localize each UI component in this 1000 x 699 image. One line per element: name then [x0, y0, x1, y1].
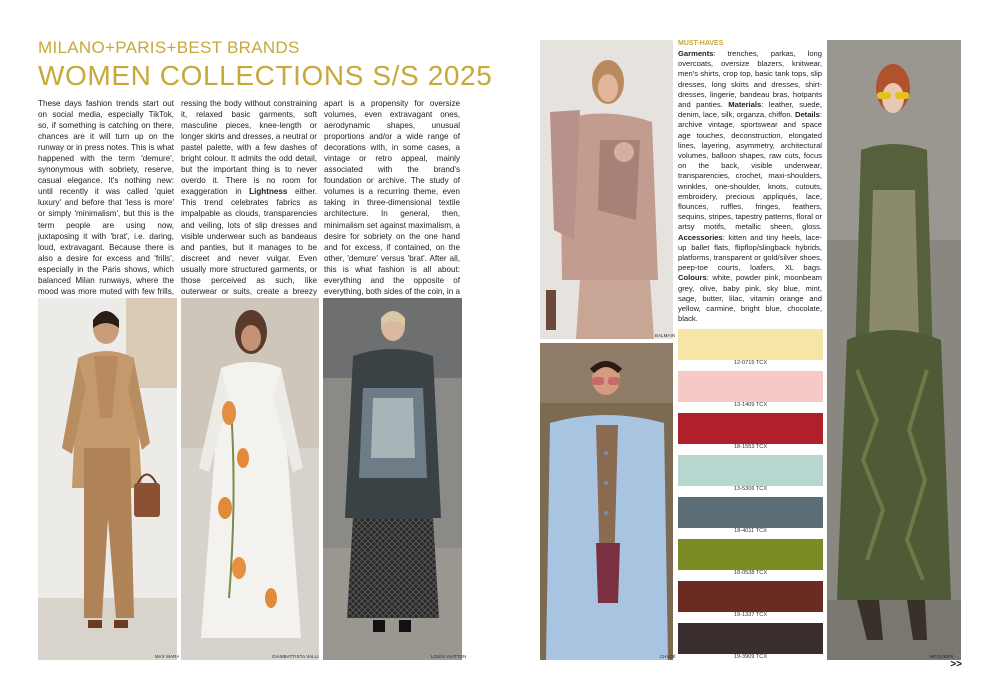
garments-label: Garments: [678, 49, 714, 58]
runway-photo-balmain: [540, 40, 676, 339]
article-keyword: Lightness: [249, 187, 288, 197]
must-haves-heading: MUST-HAVES: [678, 40, 724, 47]
colours-text: : white, powder pink, moonbeam grey, olive, baby pink, sky blue, mint, sage, butter, lilac, vitamin orange and yellow, carmine, bright blue, chocolate, black.: [678, 273, 822, 324]
photo-caption: CHLOÉ: [660, 654, 676, 659]
page-subtitle: MILANO+PARIS+BEST BRANDS: [38, 38, 300, 57]
swatch-code: 18-0538 TCX: [733, 570, 768, 576]
details-label: Details: [794, 110, 820, 120]
must-haves-text: [678, 49, 822, 324]
swatch-code: 19-1337 TCX: [733, 612, 768, 618]
accessories-label: Accessories: [678, 232, 723, 242]
article-column-2: [181, 98, 317, 330]
photo-caption: LOUIS VUITTON: [431, 654, 467, 659]
accessories-text: : kitten and tiny heels, lace-up ballet flats, flipflop/slingback hybrids, platforms, transparent or gold/silver shoes, peep-toe courts, loafers, XL bags.: [678, 232, 822, 273]
colour-swatch: [678, 329, 823, 360]
garments-text: : trenches, parkas, long overcoats, oversize blazers, knitwear, men's shirts, crop top, basic tank tops, slip dresses, long skirts and dresses, shirt-dresses, lingerie, bandeau bras, hotpants and panties.: [678, 49, 822, 110]
photo-caption: MCQUEEN: [930, 654, 954, 659]
colour-swatch: [678, 497, 823, 528]
swatch-code: 18-1553 TCX: [733, 444, 768, 450]
next-page-arrows[interactable]: >>: [950, 659, 962, 670]
article-text: either. This trend celebrates fabrics as impalpable as clouds, transparencies and veiling, lots of slip dresses and visible underwear such as bandeaus and panties, but it manages to be discreet and never vulgar. Even usually more structured garments, or those perceived as such, like outerwear or suits, create a breezy: [181, 187, 317, 296]
runway-photo-louis-vuitton: [323, 298, 462, 660]
swatch-code: 12-0715 TCX: [733, 360, 768, 366]
article-text: apart is a propensity for oversize volumes, even extravagant ones, aerodynamic shapes, unusual proportions and/or a wide range of decorations with, in some cases, a vintage or retro appeal, mainly associated with the brand's foundation or archive. The study of volumes is a recurring theme, even taking in three-dimensional textile architecture. In general, then, minimalism set against maximalism, a desire for sobriety on the one hand and for excess, if contained, on the other, 'demure' versus 'brat'. After all, this is what fashion is all about: everything and the opposite of everything, both sides of the coin, in a: [324, 99, 460, 296]
photo-caption: MAX MARA: [155, 654, 180, 659]
colour-swatch: [678, 455, 823, 486]
page-title: WOMEN COLLECTIONS S/S 2025: [38, 60, 493, 91]
swatch-code: 13-1409 TCX: [733, 402, 768, 408]
colours-label: Colours: [678, 273, 707, 283]
runway-photo-mcqueen: [827, 40, 961, 660]
materials-label: Materials: [728, 100, 762, 110]
colour-swatch: [678, 623, 823, 654]
colour-swatch: [678, 539, 823, 570]
article-column-1: [38, 98, 174, 330]
swatch-code: 19-3909 TCX: [733, 654, 768, 660]
materials-text: : leather, suede, denim, lace, silk, organza, chiffon.: [678, 100, 822, 120]
colour-swatch: [678, 371, 823, 402]
photo-caption: BALMAIN: [655, 333, 676, 338]
runway-photo-max-mara: [38, 298, 177, 660]
colour-swatch: [678, 581, 823, 612]
swatch-code: 18-4011 TCX: [734, 528, 767, 534]
article-text: ressing the body without constraining it, relaxed basic garments, soft masculine pieces, knee-length or longer skirts and dresses, a neutral or pastel palette, with a few dashes of bright colour. It admits the odd detail, but the important thing is to never overdo it. There is no room for exaggeration in: [181, 99, 317, 197]
runway-photo-chloe: [540, 343, 673, 660]
runway-photo-giambattista-valli: [181, 298, 319, 660]
details-text: : archive vintage, sportswear and space age touches, deconstruction, elongated lines, layering, asymmetry, architectural volumes, balloon shapes, raw cuts, focus on the back, visible underwear, transparencies, crochet, maxi-shoulders, wrinkles, one-shoulder, knots, cutouts, embroidery, precious appliqués, lace, flounces, ruffles, fringes, feathers, sequins, stripes, tapestry patterns, floral or artsy motifs, metallic sheen, gloss.: [678, 110, 822, 232]
swatch-code: 13-5306 TCX: [733, 486, 768, 492]
photo-caption: GIAMBATTISTA VALLI: [272, 654, 319, 659]
colour-swatch: [678, 413, 823, 444]
article-text: These days fashion trends start out on social media, especially TikTok, so, if something is catching on there, chances are it will turn up on the runway or in press notes. This is what happened with the term 'demure', synonymous with sobriety, reserve, casual elegance. It's nothing new: until recently it was called 'quiet luxury' and before that 'less is more' or simply 'minimalism', but this is the term people are using now, juxtaposing it with 'brat', i.e. daring, loud, extravagant. Because there is also a desire for excess and 'frills', especially in the Paris shows, which balanced Milan runways, where the mood was more muted with few frills,: [38, 99, 174, 296]
